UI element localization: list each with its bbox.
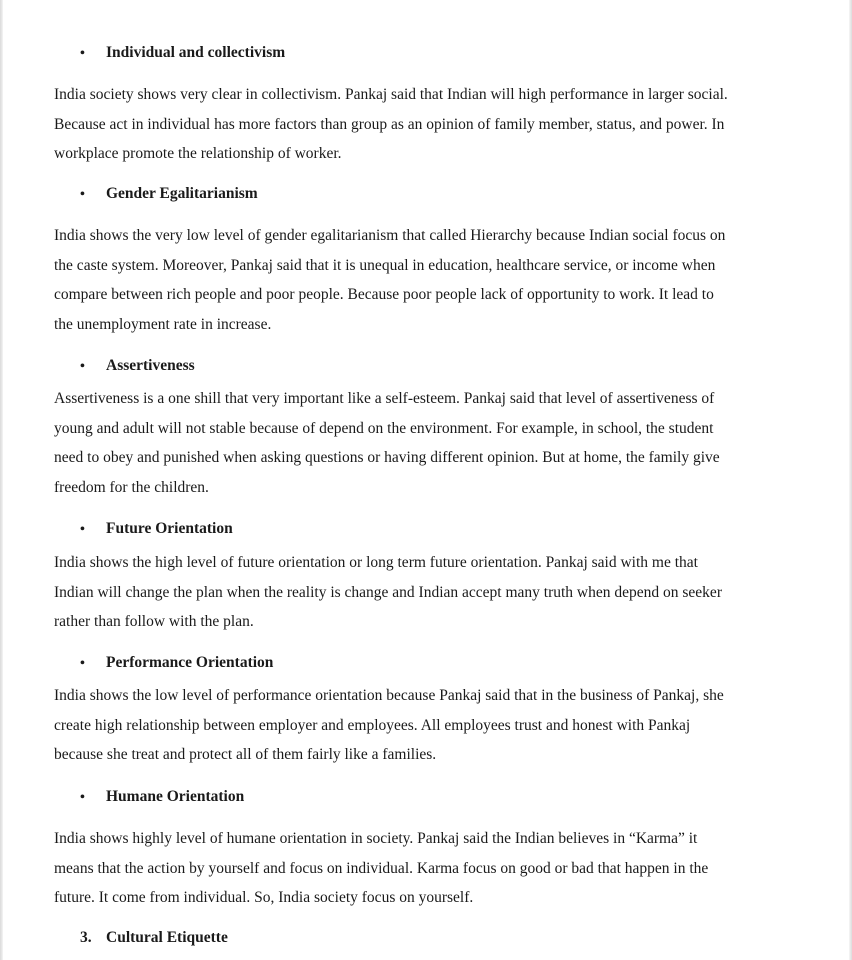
section-paragraph-gender-egalitarianism [54,221,814,339]
paragraph-line: Because act in individual has more factors than group as an opinion of family member, status, and power. In [54,115,725,133]
heading-label: Gender Egalitarianism [106,185,258,202]
bullet-icon: • [80,522,85,537]
section-heading-individual-collectivism [80,43,285,64]
paragraph-line: India shows the low level of performance orientation because Pankaj said that in the business of Pankaj, she [54,687,724,704]
paragraph-line: Indian will change the plan when the reality is change and Indian accept many truth when depend on seeker [54,583,722,601]
paragraph-line: freedom for the children. [54,478,209,496]
section-heading-future-orientation [80,519,233,540]
paragraph-line: means that the action by yourself and focus on individual. Karma focus on good or bad that happen in the [54,859,709,877]
section-paragraph-performance-orientation [54,681,814,770]
heading-label: Humane Orientation [106,788,245,805]
section-paragraph-assertiveness [54,384,814,502]
heading-label: Individual and collectivism [106,44,286,61]
paragraph-line: India society shows very clear in collectivism. Pankaj said that Indian will high performance in larger social. [54,86,728,103]
paragraph-line: the unemployment rate in increase. [54,315,272,333]
heading-label: Cultural Etiquette [106,929,228,946]
paragraph-line: future. It come from individual. So, India society focus on yourself. [54,889,474,907]
section-heading-performance-orientation [80,653,273,674]
bullet-icon: • [80,656,85,671]
paragraph-line: India shows highly level of humane orientation in society. Pankaj said the Indian believes in “Karma” it [54,830,698,847]
bullet-icon: • [80,359,85,374]
bullet-icon: • [80,187,85,202]
numbered-heading-cultural-etiquette [80,928,228,948]
heading-label: Assertiveness [106,357,195,374]
paragraph-line: the caste system. Moreover, Pankaj said that it is unequal in education, healthcare service, or income when [54,256,716,274]
heading-label: Future Orientation [106,520,233,537]
paragraph-line: young and adult will not stable because of depend on the environment. For example, in school, the student [54,419,714,437]
section-heading-gender-egalitarianism [80,184,258,205]
paragraph-line: India shows the high level of future orientation or long term future orientation. Pankaj said with me that [54,554,698,571]
bullet-icon: • [80,790,85,805]
paragraph-line: because she treat and protect all of them fairly like a families. [54,746,437,764]
paragraph-line: Assertiveness is a one shill that very important like a self-esteem. Pankaj said that level of assertiveness of [54,390,715,407]
section-paragraph-future-orientation [54,548,814,637]
section-heading-humane-orientation [80,787,244,808]
paragraph-line: need to obey and punished when asking questions or having different opinion. But at home, the family give [54,449,720,467]
section-heading-assertiveness [80,356,195,377]
section-paragraph-humane-orientation [54,824,814,913]
heading-number: 3. [80,929,92,946]
heading-label: Performance Orientation [106,654,274,671]
paragraph-line: rather than follow with the plan. [54,613,254,631]
paragraph-line: workplace promote the relationship of worker. [54,145,342,163]
page-edge-left [0,0,3,960]
bullet-icon: • [80,46,85,61]
paragraph-line: India shows the very low level of gender egalitarianism that called Hierarchy because Indian social focus on [54,227,726,244]
paragraph-line: create high relationship between employer and employees. All employees trust and honest with Pankaj [54,716,691,734]
section-paragraph-individual-collectivism [54,80,814,169]
paragraph-line: compare between rich people and poor people. Because poor people lack of opportunity to work. It lead to [54,286,714,304]
